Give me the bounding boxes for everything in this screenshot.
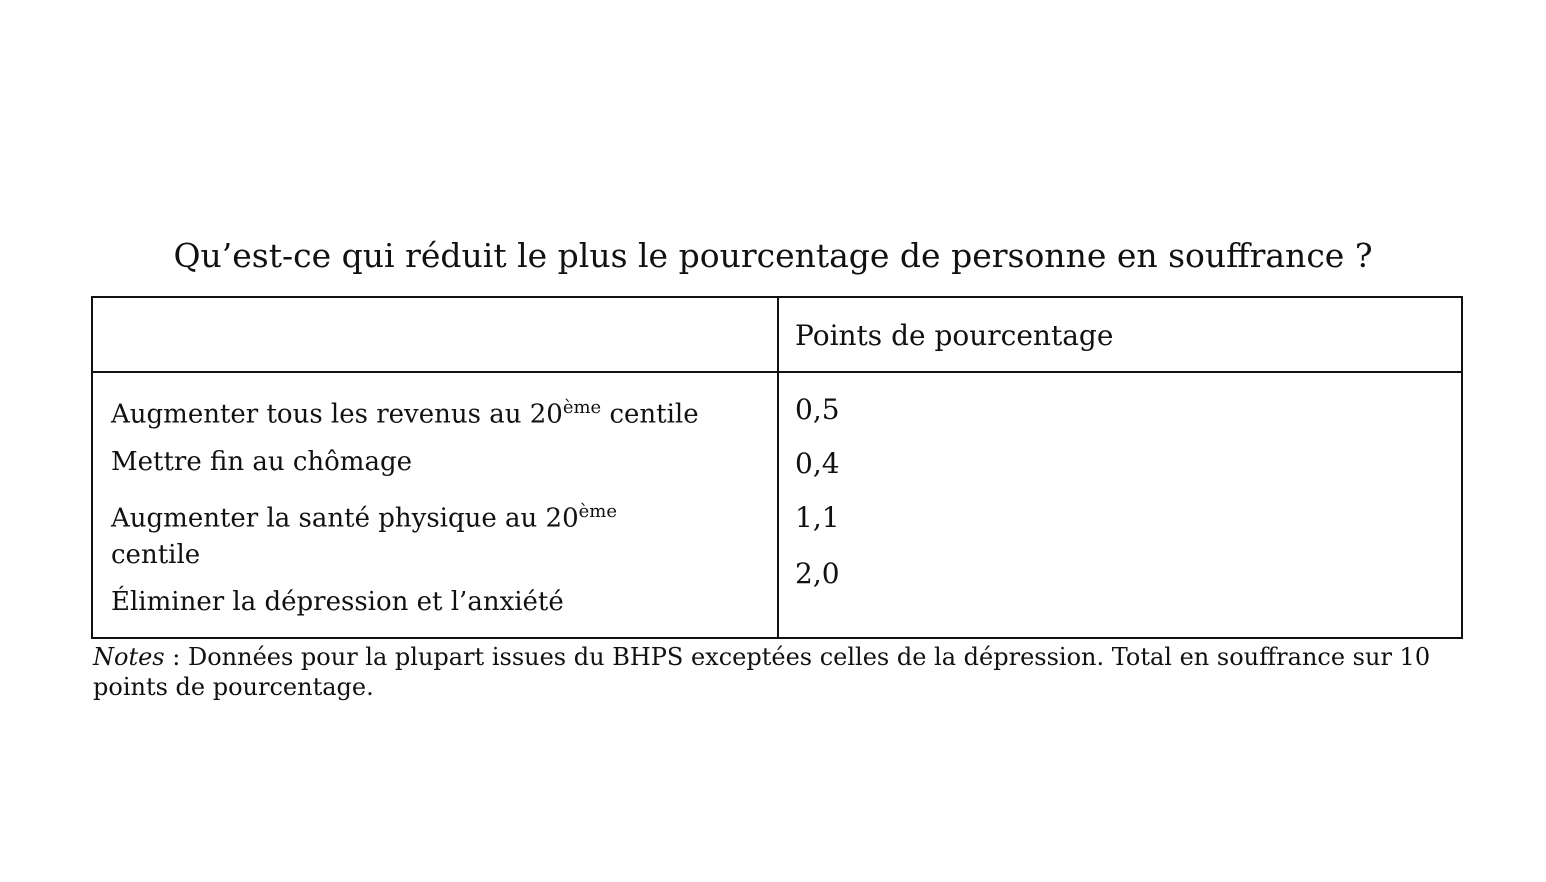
notes-text: : Données pour la plupart issues du BHPS exceptées celles de la dépression. Total en souffrance sur 10 points de pourcentage. (93, 643, 1431, 701)
row-label-unemployment: Mettre fin au chômage (111, 447, 412, 477)
row-value-unemployment: 0,4 (795, 447, 840, 480)
row-value-physical-health: 1,1 (795, 501, 840, 534)
page-title: Qu’est-ce qui réduit le plus le pourcentage de personne en souffrance ? (173, 236, 1373, 275)
column-divider (777, 298, 779, 637)
row-label-income: Augmenter tous les revenus au 20ème centile (111, 397, 699, 430)
data-table (91, 296, 1463, 639)
notes-label: Notes (93, 643, 165, 671)
row-label-physical-health: Augmenter la santé physique au 20ème centile (111, 501, 617, 570)
row-label-depression: Éliminer la dépression et l’anxiété (111, 587, 564, 617)
column-header-points: Points de pourcentage (795, 319, 1114, 352)
table-notes (93, 642, 1468, 702)
row-value-income: 0,5 (795, 393, 840, 426)
row-value-depression: 2,0 (795, 557, 840, 590)
